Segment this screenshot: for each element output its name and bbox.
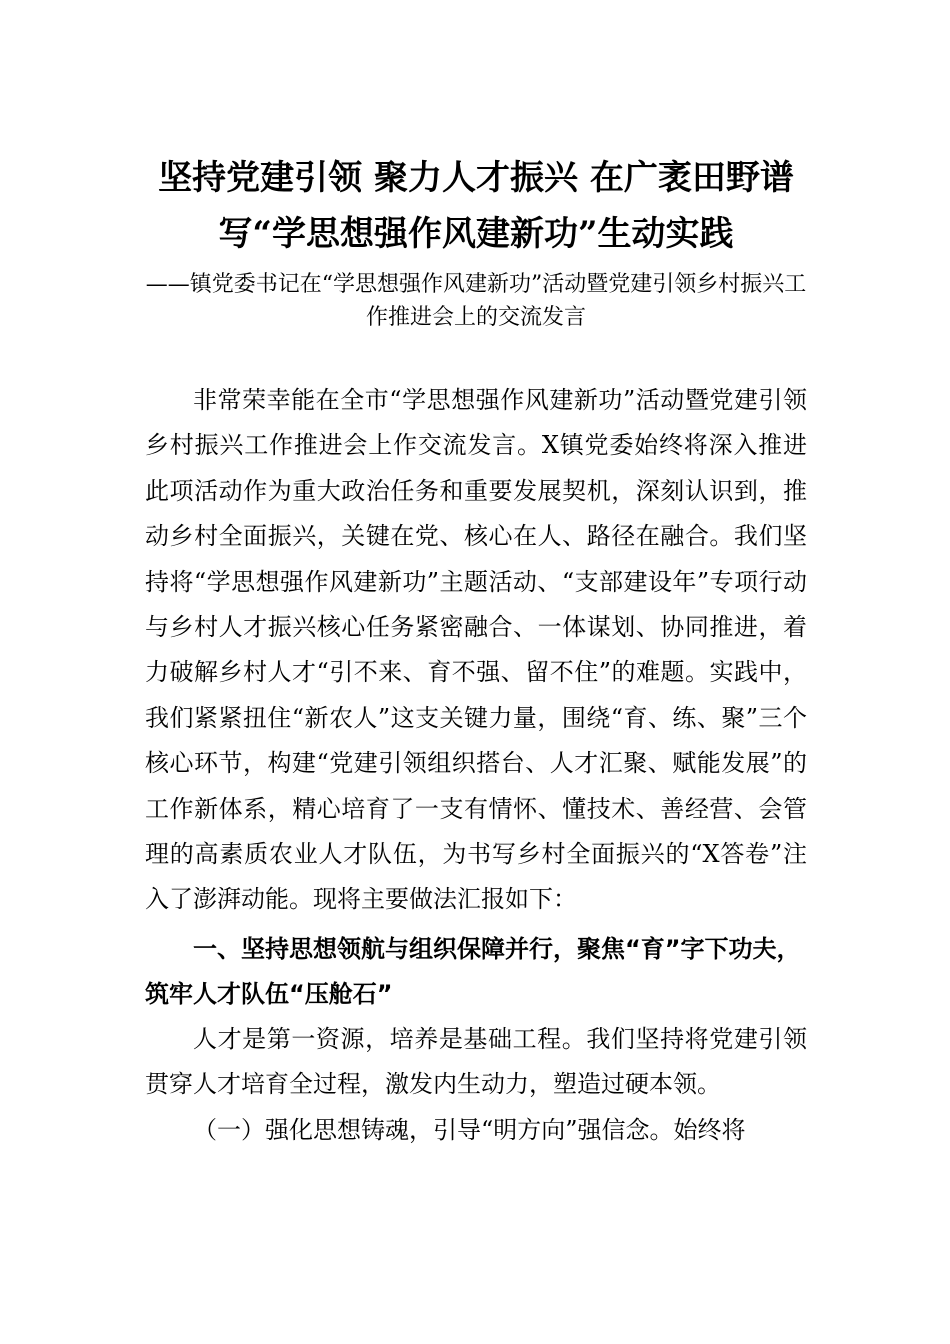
title-line-2: 写“学思想强作风建新功”生动实践 bbox=[218, 214, 734, 254]
document-subtitle: ——镇党委书记在“学思想强作风建新功”活动暨党建引领乡村振兴工作推进会上的交流发言 bbox=[145, 272, 807, 330]
section-heading-1: 一、坚持思想领航与组织保障并行，聚焦“育”字下功夫，筑牢人才队伍“压舱石” bbox=[145, 934, 801, 1008]
document-content bbox=[145, 150, 807, 1153]
section-paragraph-1: 人才是第一资源，培养是基础工程。我们坚持将党建引领贯穿人才培育全过程，激发内生动力，塑造过硬本领。 bbox=[145, 1024, 807, 1099]
intro-paragraph: 非常荣幸能在全市“学思想强作风建新功”活动暨党建引领乡村振兴工作推进会上作交流发言。X镇党委始终将深入推进此项活动作为重大政治任务和重要发展契机，深刻认识到，推动乡村全面振兴，关键在党、核心在人、路径在融合。我们坚持将“学思想强作风建新功”主题活动、“支部建设年”专项行动与乡村人才振兴核心任务紧密融合、一体谋划、协同推进，着力破解乡村人才“引不来、育不强、留不住”的难题。实践中，我们紧紧扭住“新农人”这支关键力量，围绕“育、练、聚”三个核心环节，构建“党建引领组织搭台、人才汇聚、赋能发展”的工作新体系，精心培育了一支有情怀、懂技术、善经营、会管理的高素质农业人才队伍，为书写乡村全面振兴的“X答卷”注入了澎湃动能。现将主要做法汇报如下： bbox=[145, 386, 807, 914]
document-title bbox=[145, 150, 807, 262]
title-line-1: 坚持党建引领 聚力人才振兴 在广袤田野谱 bbox=[158, 158, 794, 198]
sub-heading-1: （一）强化思想铸魂，引导“明方向”强信念。始终将 bbox=[193, 1115, 746, 1144]
